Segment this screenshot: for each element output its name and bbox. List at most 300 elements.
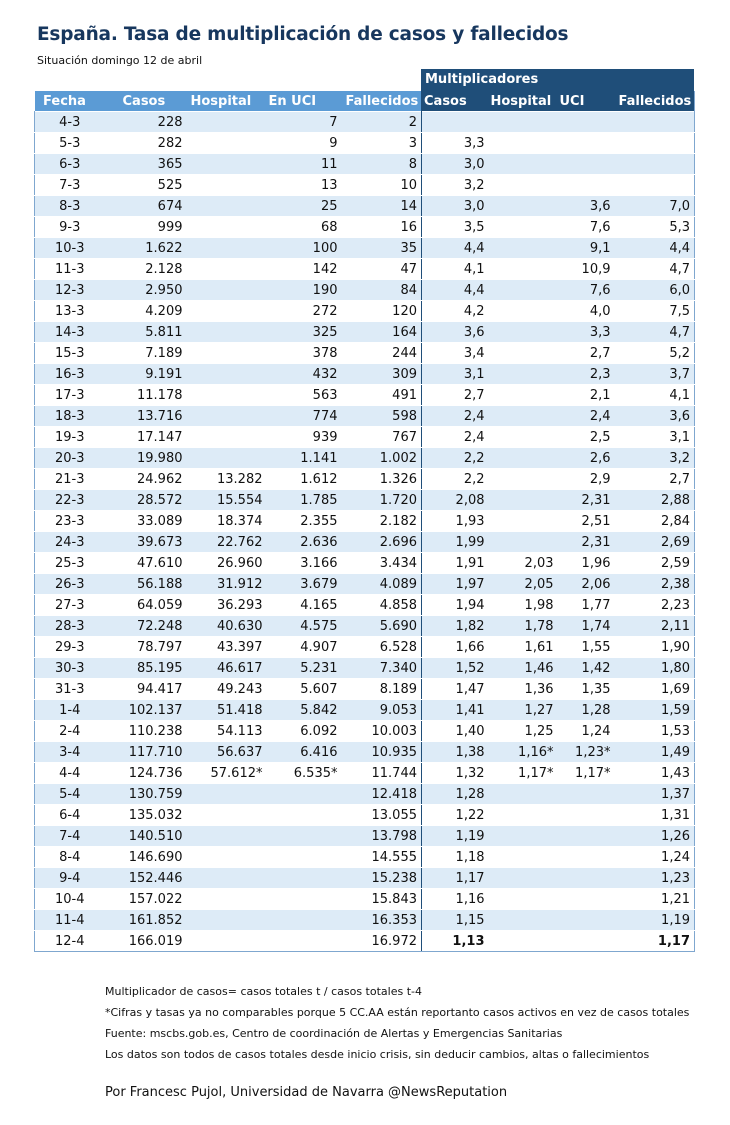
table-row — [35, 217, 695, 238]
table-cell: 100 — [267, 238, 342, 259]
table-cell: 22-3 — [35, 490, 105, 511]
table-cell: 130.759 — [105, 784, 187, 805]
table-cell: 13-3 — [35, 301, 105, 322]
note-totals: Los datos son todos de casos totales desde inicio crisis, sin deducir cambios, altas o fallecimientos — [105, 1048, 650, 1061]
table-cell: 2.182 — [342, 511, 422, 532]
table-cell — [489, 784, 558, 805]
table-cell: 1,23* — [558, 742, 615, 763]
table-cell: 1,19 — [615, 910, 695, 931]
table-row — [35, 112, 695, 133]
table-cell: 2,4 — [558, 406, 615, 427]
table-row — [35, 679, 695, 700]
table-cell: 1,97 — [422, 574, 489, 595]
table-cell: 598 — [342, 406, 422, 427]
table-cell: 1.612 — [267, 469, 342, 490]
table-cell: 14-3 — [35, 322, 105, 343]
table-cell — [558, 784, 615, 805]
table-cell: 11-3 — [35, 259, 105, 280]
table-cell: 8 — [342, 154, 422, 175]
table-cell: 4,1 — [615, 385, 695, 406]
table-cell: 2.950 — [105, 280, 187, 301]
table-cell — [187, 910, 267, 931]
table-cell: 142 — [267, 259, 342, 280]
table-cell: 491 — [342, 385, 422, 406]
table-cell — [558, 154, 615, 175]
table-cell: 7.189 — [105, 343, 187, 364]
table-cell: 2,4 — [422, 406, 489, 427]
table-cell — [558, 133, 615, 154]
table-cell — [558, 889, 615, 910]
table-cell: 4.209 — [105, 301, 187, 322]
table-cell: 9.053 — [342, 700, 422, 721]
table-cell: 3,3 — [422, 133, 489, 154]
table-cell: 7.340 — [342, 658, 422, 679]
table-cell — [267, 805, 342, 826]
table-cell: 135.032 — [105, 805, 187, 826]
table-row — [35, 721, 695, 742]
table-cell: 5-3 — [35, 133, 105, 154]
table-cell: 47 — [342, 259, 422, 280]
table-cell: 26-3 — [35, 574, 105, 595]
table-cell: 3-4 — [35, 742, 105, 763]
table-cell — [489, 889, 558, 910]
table-cell: 102.137 — [105, 700, 187, 721]
table-cell: 9,1 — [558, 238, 615, 259]
table-row — [35, 910, 695, 931]
table-cell: 2,31 — [558, 490, 615, 511]
table-cell: 2,05 — [489, 574, 558, 595]
table-cell: 2,69 — [615, 532, 695, 553]
table-cell: 11 — [267, 154, 342, 175]
table-cell: 272 — [267, 301, 342, 322]
table-row — [35, 700, 695, 721]
table-cell: 161.852 — [105, 910, 187, 931]
table-row — [35, 301, 695, 322]
table-cell: 16-3 — [35, 364, 105, 385]
table-cell — [267, 889, 342, 910]
table-cell: 15.554 — [187, 490, 267, 511]
table-cell: 282 — [105, 133, 187, 154]
table-cell: 124.736 — [105, 763, 187, 784]
table-cell: 1,93 — [422, 511, 489, 532]
table-cell — [489, 322, 558, 343]
table-cell: 13.716 — [105, 406, 187, 427]
table-cell — [187, 259, 267, 280]
table-row — [35, 847, 695, 868]
table-cell: 4,7 — [615, 322, 695, 343]
table-cell — [267, 910, 342, 931]
table-cell: 1,49 — [615, 742, 695, 763]
table-cell: 20-3 — [35, 448, 105, 469]
table-cell: 1,13 — [422, 931, 489, 952]
table-cell: 1,28 — [422, 784, 489, 805]
table-cell: 10-4 — [35, 889, 105, 910]
table-cell: 1,94 — [422, 595, 489, 616]
table-cell — [489, 238, 558, 259]
table-cell: 2,51 — [558, 511, 615, 532]
table-cell — [489, 868, 558, 889]
table-row — [35, 469, 695, 490]
table-cell: 13 — [267, 175, 342, 196]
table-cell — [187, 826, 267, 847]
table-cell: 1,23 — [615, 868, 695, 889]
table-cell — [489, 826, 558, 847]
table-cell — [615, 112, 695, 133]
table-cell — [558, 805, 615, 826]
table-cell: 14.555 — [342, 847, 422, 868]
table-cell: 4,0 — [558, 301, 615, 322]
table-cell: 68 — [267, 217, 342, 238]
table-cell: 1,78 — [489, 616, 558, 637]
table-cell: 1,17 — [422, 868, 489, 889]
table-cell: 2,2 — [422, 448, 489, 469]
table-cell: 3,7 — [615, 364, 695, 385]
table-row — [35, 364, 695, 385]
table-cell: 31.912 — [187, 574, 267, 595]
table-cell: 7 — [267, 112, 342, 133]
table-cell: 1,52 — [422, 658, 489, 679]
table-cell: 16 — [342, 217, 422, 238]
col-mult-uci: UCI — [558, 91, 615, 112]
table-row — [35, 196, 695, 217]
table-cell: 1,47 — [422, 679, 489, 700]
table-cell — [422, 112, 489, 133]
table-cell — [187, 238, 267, 259]
table-cell: 1,16 — [422, 889, 489, 910]
table-cell: 2.128 — [105, 259, 187, 280]
table-cell: 14 — [342, 196, 422, 217]
table-cell — [187, 322, 267, 343]
table-cell — [187, 280, 267, 301]
table-cell — [558, 847, 615, 868]
table-cell: 325 — [267, 322, 342, 343]
table-cell: 2,31 — [558, 532, 615, 553]
table-cell — [489, 805, 558, 826]
table-cell — [489, 406, 558, 427]
table-cell: 29-3 — [35, 637, 105, 658]
table-cell: 13.055 — [342, 805, 422, 826]
table-cell: 33.089 — [105, 511, 187, 532]
table-cell: 2,03 — [489, 553, 558, 574]
col-fallecidos: Fallecidos — [342, 91, 422, 112]
table-cell: 94.417 — [105, 679, 187, 700]
table-cell: 21-3 — [35, 469, 105, 490]
table-cell: 18.374 — [187, 511, 267, 532]
table-row — [35, 322, 695, 343]
table-cell: 110.238 — [105, 721, 187, 742]
table-cell — [489, 385, 558, 406]
table-cell: 4,1 — [422, 259, 489, 280]
table-cell — [267, 931, 342, 952]
table-cell: 2,84 — [615, 511, 695, 532]
table-cell: 28-3 — [35, 616, 105, 637]
table-cell — [489, 931, 558, 952]
table-cell: 5.811 — [105, 322, 187, 343]
table-cell — [187, 427, 267, 448]
table-row — [35, 532, 695, 553]
table-cell: 2,59 — [615, 553, 695, 574]
table-cell: 6.416 — [267, 742, 342, 763]
table-cell — [489, 490, 558, 511]
table-cell: 3,0 — [422, 154, 489, 175]
table-cell: 56.188 — [105, 574, 187, 595]
table-cell: 1,59 — [615, 700, 695, 721]
table-row — [35, 616, 695, 637]
table-cell: 4,2 — [422, 301, 489, 322]
table-cell — [558, 826, 615, 847]
table-row — [35, 805, 695, 826]
table-cell: 7,6 — [558, 280, 615, 301]
table-cell: 10.003 — [342, 721, 422, 742]
table-cell: 16.972 — [342, 931, 422, 952]
table-cell: 15-3 — [35, 343, 105, 364]
table-cell: 8-3 — [35, 196, 105, 217]
table-cell: 1,19 — [422, 826, 489, 847]
table-cell: 24.962 — [105, 469, 187, 490]
table-cell: 43.397 — [187, 637, 267, 658]
table-cell: 1,24 — [558, 721, 615, 742]
table-cell: 1.720 — [342, 490, 422, 511]
table-cell — [267, 868, 342, 889]
table-cell: 2,5 — [558, 427, 615, 448]
table-cell — [187, 784, 267, 805]
table-row — [35, 658, 695, 679]
table-cell: 2,38 — [615, 574, 695, 595]
table-cell — [187, 847, 267, 868]
header-row — [35, 91, 695, 112]
table-cell: 1-4 — [35, 700, 105, 721]
table-cell: 25-3 — [35, 553, 105, 574]
table-cell: 2,1 — [558, 385, 615, 406]
table-cell: 3.679 — [267, 574, 342, 595]
table-cell: 939 — [267, 427, 342, 448]
table-cell: 4,7 — [615, 259, 695, 280]
table-cell: 432 — [267, 364, 342, 385]
table-cell: 10 — [342, 175, 422, 196]
table-cell: 36.293 — [187, 595, 267, 616]
table-cell: 5.607 — [267, 679, 342, 700]
table-row — [35, 868, 695, 889]
table-cell: 1,26 — [615, 826, 695, 847]
col-mult-fallecidos: Fallecidos — [615, 91, 695, 112]
table-cell: 30-3 — [35, 658, 105, 679]
table-cell: 2,11 — [615, 616, 695, 637]
table-cell: 1,69 — [615, 679, 695, 700]
table-cell — [187, 868, 267, 889]
table-cell: 2-4 — [35, 721, 105, 742]
table-row — [35, 490, 695, 511]
author-credit: Por Francesc Pujol, Universidad de Navarra @NewsReputation — [105, 1085, 508, 1100]
table-cell: 2.636 — [267, 532, 342, 553]
table-cell: 4.575 — [267, 616, 342, 637]
col-hospital: Hospital — [187, 91, 267, 112]
table-cell — [558, 910, 615, 931]
table-cell — [267, 826, 342, 847]
table-row — [35, 385, 695, 406]
table-cell: 3,1 — [422, 364, 489, 385]
table-cell: 5,2 — [615, 343, 695, 364]
table-cell — [489, 847, 558, 868]
table-cell: 166.019 — [105, 931, 187, 952]
table-cell: 85.195 — [105, 658, 187, 679]
table-row — [35, 553, 695, 574]
table-cell: 3,5 — [422, 217, 489, 238]
table-cell: 4,4 — [422, 280, 489, 301]
table-cell: 1,99 — [422, 532, 489, 553]
table-cell: 1.622 — [105, 238, 187, 259]
table-cell: 3,2 — [422, 175, 489, 196]
table-cell: 2,88 — [615, 490, 695, 511]
table-cell: 1,17* — [558, 763, 615, 784]
table-cell: 12-3 — [35, 280, 105, 301]
table-cell: 13.282 — [187, 469, 267, 490]
table-cell: 4.907 — [267, 637, 342, 658]
data-table — [34, 91, 695, 952]
table-cell — [187, 448, 267, 469]
table-cell: 244 — [342, 343, 422, 364]
table-cell: 12-4 — [35, 931, 105, 952]
table-cell — [558, 112, 615, 133]
table-cell: 117.710 — [105, 742, 187, 763]
table-row — [35, 343, 695, 364]
note-source: Fuente: mscbs.gob.es, Centro de coordinación de Alertas y Emergencias Sanitarias — [105, 1027, 563, 1040]
table-row — [35, 763, 695, 784]
table-cell: 2,08 — [422, 490, 489, 511]
table-cell: 6.528 — [342, 637, 422, 658]
table-row — [35, 427, 695, 448]
table-cell: 4,4 — [422, 238, 489, 259]
table-cell: 1,98 — [489, 595, 558, 616]
table-cell — [187, 364, 267, 385]
table-cell — [187, 805, 267, 826]
table-cell: 57.612* — [187, 763, 267, 784]
table-cell — [187, 217, 267, 238]
table-cell: 5-4 — [35, 784, 105, 805]
table-cell: 1,43 — [615, 763, 695, 784]
table-cell: 8.189 — [342, 679, 422, 700]
table-cell: 6-4 — [35, 805, 105, 826]
table-cell: 10,9 — [558, 259, 615, 280]
table-cell: 18-3 — [35, 406, 105, 427]
table-cell: 6.092 — [267, 721, 342, 742]
table-cell: 56.637 — [187, 742, 267, 763]
table-cell: 1,66 — [422, 637, 489, 658]
table-cell: 16.353 — [342, 910, 422, 931]
table-cell: 1,61 — [489, 637, 558, 658]
table-cell: 10-3 — [35, 238, 105, 259]
table-cell: 84 — [342, 280, 422, 301]
table-row — [35, 826, 695, 847]
table-cell: 1,74 — [558, 616, 615, 637]
table-cell: 72.248 — [105, 616, 187, 637]
table-cell — [489, 910, 558, 931]
table-cell: 7,0 — [615, 196, 695, 217]
table-cell: 1,77 — [558, 595, 615, 616]
table-cell: 4,4 — [615, 238, 695, 259]
table-cell: 5,3 — [615, 217, 695, 238]
table-cell: 767 — [342, 427, 422, 448]
table-cell: 5.231 — [267, 658, 342, 679]
table-cell — [489, 511, 558, 532]
table-cell: 190 — [267, 280, 342, 301]
table-cell: 1,25 — [489, 721, 558, 742]
table-cell — [187, 112, 267, 133]
table-cell: 4-4 — [35, 763, 105, 784]
table-cell — [489, 301, 558, 322]
table-cell: 3,3 — [558, 322, 615, 343]
table-cell: 1,40 — [422, 721, 489, 742]
table-cell: 5.842 — [267, 700, 342, 721]
table-cell: 2,7 — [558, 343, 615, 364]
table-cell: 15.843 — [342, 889, 422, 910]
table-cell: 164 — [342, 322, 422, 343]
table-cell: 1.002 — [342, 448, 422, 469]
table-cell: 2,4 — [422, 427, 489, 448]
table-cell: 1.141 — [267, 448, 342, 469]
table-cell: 1,42 — [558, 658, 615, 679]
table-cell: 1,21 — [615, 889, 695, 910]
table-cell: 2,7 — [615, 469, 695, 490]
table-cell: 13.798 — [342, 826, 422, 847]
table-cell — [489, 154, 558, 175]
table-cell: 10.935 — [342, 742, 422, 763]
table-cell: 999 — [105, 217, 187, 238]
table-cell: 7,6 — [558, 217, 615, 238]
table-cell: 1,27 — [489, 700, 558, 721]
table-cell — [558, 931, 615, 952]
table-cell: 1,35 — [558, 679, 615, 700]
table-cell: 51.418 — [187, 700, 267, 721]
table-cell: 6.535* — [267, 763, 342, 784]
table-cell: 120 — [342, 301, 422, 322]
table-cell: 4.858 — [342, 595, 422, 616]
note-asterisk: *Cifras y tasas ya no comparables porque 5 CC.AA están reportanto casos activos en vez de casos totales — [105, 1006, 690, 1019]
table-cell: 4-3 — [35, 112, 105, 133]
table-cell: 26.960 — [187, 553, 267, 574]
table-cell — [558, 175, 615, 196]
table-cell: 46.617 — [187, 658, 267, 679]
table-cell — [187, 301, 267, 322]
table-cell: 3,1 — [615, 427, 695, 448]
table-cell: 28.572 — [105, 490, 187, 511]
note-multiplier: Multiplicador de casos= casos totales t / casos totales t-4 — [105, 985, 422, 998]
table-cell: 2,2 — [422, 469, 489, 490]
table-body — [35, 112, 695, 952]
table-cell: 563 — [267, 385, 342, 406]
table-cell: 2,3 — [558, 364, 615, 385]
table-cell: 1,80 — [615, 658, 695, 679]
table-cell: 2 — [342, 112, 422, 133]
table-cell: 1,31 — [615, 805, 695, 826]
table-cell: 11.178 — [105, 385, 187, 406]
table-cell — [187, 196, 267, 217]
table-cell: 774 — [267, 406, 342, 427]
table-cell: 1,38 — [422, 742, 489, 763]
table-cell: 7,5 — [615, 301, 695, 322]
table-cell: 1,17 — [615, 931, 695, 952]
table-row — [35, 784, 695, 805]
table-cell: 12.418 — [342, 784, 422, 805]
table-cell: 11.744 — [342, 763, 422, 784]
table-cell — [489, 112, 558, 133]
table-cell — [615, 175, 695, 196]
table-cell: 146.690 — [105, 847, 187, 868]
table-cell — [187, 889, 267, 910]
table-cell: 1,36 — [489, 679, 558, 700]
table-cell — [187, 343, 267, 364]
table-cell: 1,18 — [422, 847, 489, 868]
multiplicadores-header: Multiplicadores — [421, 69, 694, 91]
